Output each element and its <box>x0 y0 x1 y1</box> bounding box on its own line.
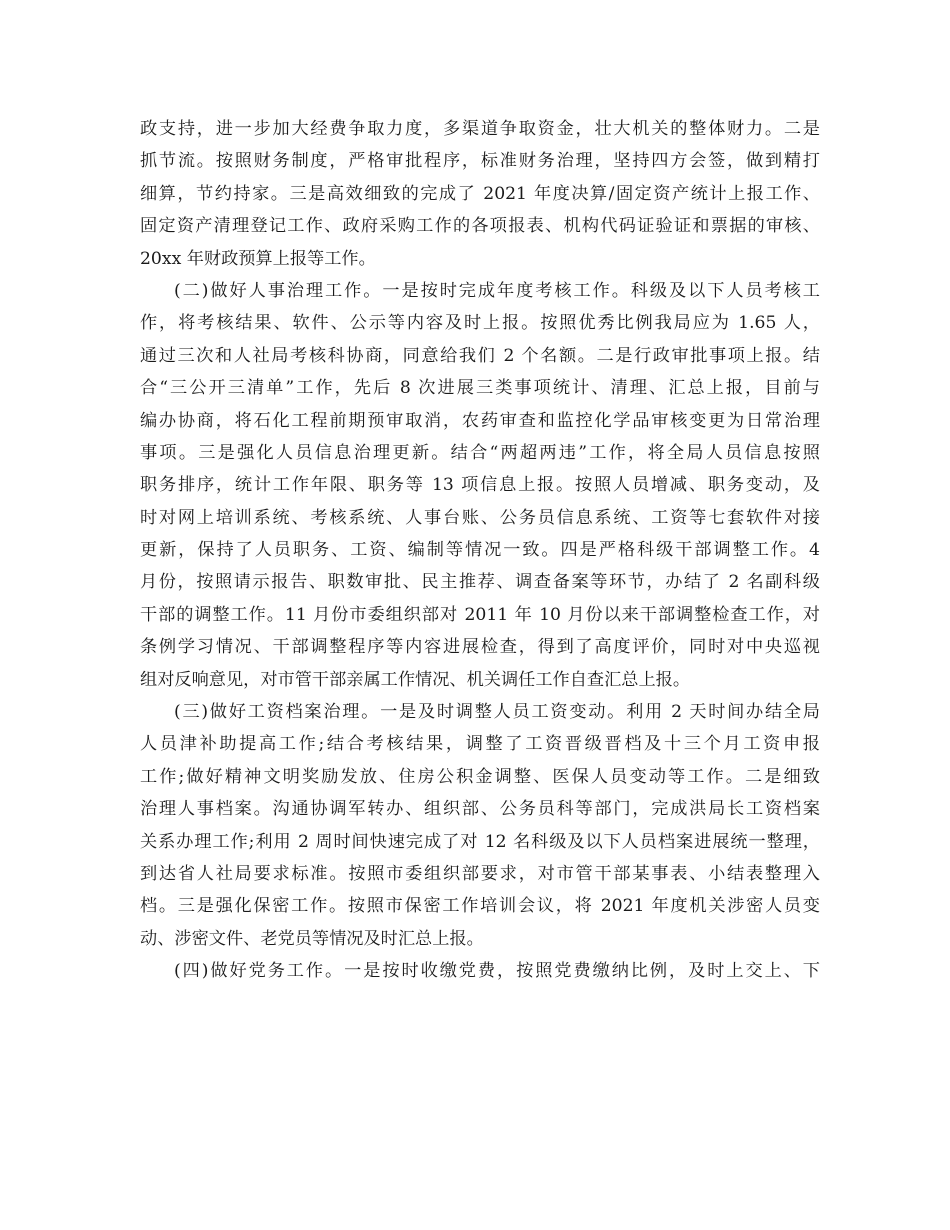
text-line: 固定资产清理登记工作、政府采购工作的各项报表、机构代码证验证和票据的审核、 <box>140 216 820 237</box>
text-line: 人员津补助提高工作;结合考核结果，调整了工资晋级晋档及十三个月工资申报 <box>140 734 820 755</box>
text-line: 更新，保持了人员职务、工资、编制等情况一致。四是严格科级干部调整工作。4 <box>140 540 820 561</box>
text-line: 干部的调整工作。11 月份市委组织部对 2011 年 10 月份以来干部调整检查工作，对 <box>140 604 820 625</box>
text-line: 月份，按照请示报告、职数审批、民主推荐、调查备案等环节，办结了 2 名副科级 <box>140 572 820 593</box>
text-line: 20xx 年财政预算上报等工作。 <box>140 248 376 269</box>
text-line: 条例学习情况、干部调整程序等内容进展检查，得到了高度评价，同时对中央巡视 <box>140 637 820 658</box>
text-line: 时对网上培训系统、考核系统、人事台账、公务员信息系统、工资等七套软件对接 <box>140 507 820 528</box>
text-line: 合“三公开三清单”工作，先后 8 次进展三类事项统计、清理、汇总上报，目前与 <box>140 378 820 399</box>
text-line: 政支持，进一步加大经费争取力度，多渠道争取资金，壮大机关的整体财力。二是 <box>140 119 820 139</box>
text-line: 作，将考核结果、软件、公示等内容及时上报。按照优秀比例我局应为 1.65 人， <box>140 313 820 334</box>
text-line: 动、涉密文件、老党员等情况及时汇总上报。 <box>140 928 484 949</box>
paragraph-heading-line: (二)做好人事治理工作。一是按时完成年度考核工作。科级及以下人员考核工 <box>174 280 820 301</box>
text-line: 职务排序，统计工作年限、职务等 13 项信息上报。按照人员增减、职务变动，及 <box>140 475 820 496</box>
text-line: 通过三次和人社局考核科协商，同意给我们 2 个名额。二是行政审批事项上报。结 <box>140 345 820 366</box>
text-line: 抓节流。按照财务制度，严格审批程序，标准财务治理，坚持四方会签，做到精打 <box>140 151 820 172</box>
text-line: 编办协商，将石化工程前期预审取消，农药审查和监控化学品审核变更为日常治理 <box>140 410 820 431</box>
text-line: 组对反响意见，对市管干部亲属工作情况、机关调任工作自查汇总上报。 <box>140 669 691 690</box>
paragraph-heading-line: (四)做好党务工作。一是按时收缴党费，按照党费缴纳比例，及时上交上、下 <box>174 961 820 982</box>
text-line: 细算，节约持家。三是高效细致的完成了 2021 年度决算/固定资产统计上报工作、 <box>140 183 820 204</box>
text-line: 档。三是强化保密工作。按照市保密工作培训会议，将 2021 年度机关涉密人员变 <box>140 896 820 917</box>
text-line: 到达省人社局要求标准。按照市委组织部要求，对市管干部某事表、小结表整理入 <box>140 863 820 884</box>
body-text <box>140 113 820 988</box>
text-line: 事项。三是强化人员信息治理更新。结合“两超两违”工作，将全局人员信息按照 <box>140 442 820 463</box>
text-line: 工作;做好精神文明奖励发放、住房公积金调整、医保人员变动等工作。二是细致 <box>140 766 820 787</box>
text-line: 治理人事档案。沟通协调军转办、组织部、公务员科等部门，完成洪局长工资档案 <box>140 799 820 820</box>
text-line: 关系办理工作;利用 2 周时间快速完成了对 12 名科级及以下人员档案进展统一整理， <box>140 831 820 852</box>
paragraph-heading-line: (三)做好工资档案治理。一是及时调整人员工资变动。利用 2 天时间办结全局 <box>174 702 820 723</box>
